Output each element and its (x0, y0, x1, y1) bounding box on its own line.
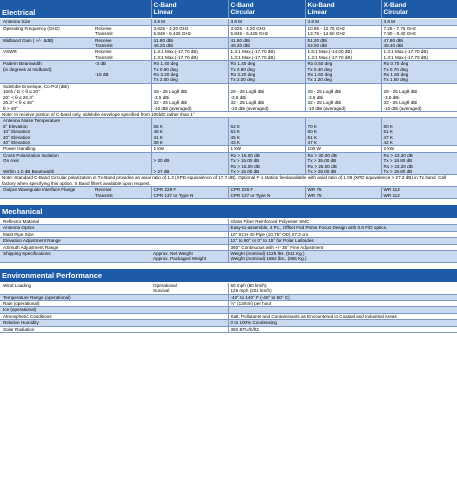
column-header-line: Linear (153, 9, 174, 17)
spec-label: Output Waveguide Interface Flange (0, 187, 93, 199)
spec-label: Midband Gain ( +/- .5dB) (0, 37, 93, 49)
spec-value: 360° Continuous with +/- 35° Fine Adjustment (228, 244, 457, 250)
spec-row (0, 326, 457, 332)
spec-sublabel: Receive Transmit (93, 37, 151, 49)
spec-value: 41.80 dBi 46.20 dBi (228, 37, 305, 49)
spec-label: Rain (operational) (0, 301, 151, 307)
spec-label: Temperature Range (operational) (0, 294, 151, 300)
spec-row (0, 187, 457, 199)
spec-value: 3.8 M (151, 19, 228, 25)
electrical-header-row (0, 0, 457, 19)
spec-value: Rx > 23.20 dB Tx > 18.80 dB Rx > 23.20 dB Tx > 18.80 dB (381, 152, 457, 175)
spec-row (0, 282, 457, 294)
note-row (0, 175, 457, 187)
mechanical-table (0, 199, 457, 263)
spec-sublabel: -3 dB -15 dB (93, 61, 151, 84)
spec-row (0, 61, 457, 84)
spec-label: Antenna Optics (0, 225, 151, 231)
spec-value: 50 mph (80 km/h) 125 mph (201 km/h) (228, 282, 457, 294)
spec-sublabel: Operational Survival (151, 282, 228, 294)
spec-value: 70 K 60 K 51 K 47 K (305, 118, 381, 146)
spec-label: VSWR (0, 49, 93, 61)
column-header-line: C-Band (230, 2, 254, 9)
spec-value: 29 - 25 Logθ dBi -3.5 dBi 32 - 25 Logθ dBi -10 dBi (averaged) (151, 83, 228, 111)
column-header-line: Circular (383, 9, 409, 17)
spec-value: 10” SCH 40 Pipe (10.75” OD) 27.3 cm. (228, 231, 457, 237)
spec-value: Easy-to-assemble, 4 Pc., Offset Fed Prime Focus Design with 0.6 F/D optics. (228, 225, 457, 231)
spec-value: 29 - 25 Logθ dBi -3.5 dBi 32 - 25 Logθ dBi -10 dBi (averaged) (228, 83, 305, 111)
spec-label: Antenna Noise Temperature 5° Elevation 10° Elevation 20° Elevation 40° Elevation (0, 118, 93, 146)
column-header-line: Linear (307, 9, 328, 17)
column-header (305, 0, 381, 19)
spec-value: Salt, Pollutants and Contaminants as Encountered in Coastal and Industrial Areas (228, 313, 457, 319)
spec-value: 360 BTU/h/ft2 (228, 326, 457, 332)
spec-row (0, 251, 457, 263)
spec-value: 2 kW (381, 146, 457, 152)
spec-value: CPR 229 F CPR 137 or Type N (228, 187, 305, 199)
spec-label: Operating Frequency (GHz) (0, 25, 93, 37)
column-header (381, 0, 457, 19)
environmental-section-title: Environmental Performance (0, 269, 457, 283)
spec-value: 3.625 - 4.20 GHz 5.845 - 6.425 GHz (151, 25, 228, 37)
spec-value: 1 kW (151, 146, 228, 152)
spec-value: Rx > 15.00 dB Tx > 15.00 dB Rx > 15.00 dB Tx > 15.00 dB (228, 152, 305, 175)
note-text: Note: Standard C-Band Circular polarization in Tx-Band provides an axial ratio of 1.3 (XPD equivalence of 17.7 dB). Optional F-1 station feedavailable with axial ratio of 1.09 (XPD equivalence > 27.3 dB) in Tx band. Call factory when specifying this option. X Band filters available upon request. (0, 175, 457, 187)
spec-label: Reflector Material (0, 219, 151, 225)
spec-value: 1.5:1 Max.(-14.00 dB) 1.3:1 Max.(-17.70 dB) (305, 49, 381, 61)
note-text: Note: In receive portion of C-band only, sidelobe envelope specified from 100λ/D rather than 1° (0, 111, 457, 117)
spec-label: Cross Polarization Isolation On Axis Within 1.0 dB Beamwidth (0, 152, 93, 175)
column-header (228, 0, 305, 19)
spec-row (0, 25, 457, 37)
spec-value: 1.3:1 Max.(-17.70 dB) 1.3:1 Max.(-17.70 dB) (381, 49, 457, 61)
spec-value: Rx 0.50 deg Tx 0.40 deg Rx 1.60 deg Tx 1.20 deg (305, 61, 381, 84)
spec-value: 3.625 - 4.20 GHz 5.845 - 6.425 GHz (228, 25, 305, 37)
spec-value: 55 K 48 K 41 K 38 K (151, 118, 228, 146)
spec-label: Relative Humidity (0, 320, 151, 326)
spec-label: Shipping Specifications (0, 251, 151, 263)
spec-sublabel: Receive Transmit (93, 49, 151, 61)
spec-label: Antenna Size (0, 19, 93, 25)
spec-value: 1 kW (228, 146, 305, 152)
spec-label: Ice (operational) (0, 307, 151, 313)
spec-value: 100 W (305, 146, 381, 152)
spec-label: Power Handling (0, 146, 93, 152)
spec-value: Rx 1.40 deg Tx 0.90 deg Rx 3.20 deg Tx 2.00 deg (228, 61, 305, 84)
column-header-line: Circular (230, 9, 256, 17)
spec-value: 51.20 dBi 53.00 dBi (305, 37, 381, 49)
spec-value: 3.8 M (305, 19, 381, 25)
spec-value: -40° to 140° F (-40° to 60° C) (228, 294, 457, 300)
electrical-section-title: Electrical (0, 0, 151, 19)
spec-value: Weight (nominal) 1125 lbs. (511 Kg.) Weight (nominal) 1882 lbs., (855 Kg.) (228, 251, 457, 263)
spec-row (0, 118, 457, 146)
spec-value: 62 K 52 K 45 K 43 K (228, 118, 305, 146)
spec-value: 29 - 25 Logθ dBi -3.5 dBi 32 - 25 Logθ dBi -10 dBi (averaged) (381, 83, 457, 111)
spec-value: 60 K 51 K 47 K 42 K (381, 118, 457, 146)
spec-value: Glass Fiber Reinforced Polyester SMC (228, 219, 457, 225)
spec-value: Rx 0.70 deg Tx 0.70 deg Rx 1.60 deg Tx 1.50 deg (381, 61, 457, 84)
spec-value: WR 75 WR 75 (305, 187, 381, 199)
environmental-table (0, 263, 457, 333)
column-header-line: X-Band (383, 2, 407, 9)
mechanical-section-title: Mechanical (0, 205, 457, 219)
environmental-header-row (0, 269, 457, 283)
spec-value: 29 - 25 Logθ dBi -3.5 dBi 32 - 25 Logθ dBi -10 dBi (averaged) (305, 83, 381, 111)
spec-row (0, 83, 457, 111)
spec-row (0, 152, 457, 175)
spec-value: 1.3:1 Max.(-17.70 dB) 1.3:1 Max.(-17.70 dB) (228, 49, 305, 61)
spec-sublabel: Receive Transmit (93, 187, 151, 199)
column-header-line: C-Band (153, 2, 177, 9)
spec-label: Atmospheric Conditions (0, 313, 151, 319)
mechanical-header-row (0, 205, 457, 219)
spec-value: ½” (13mm) per hour (228, 301, 457, 307)
spec-sublabel (151, 326, 228, 332)
spec-label: Wind Loading (0, 282, 151, 294)
spec-label: Mast Pipe Size (0, 231, 151, 237)
spec-value: > 30 dB > 27 dB (151, 152, 228, 175)
spec-label: Sidelobe Envelope, Co-Pol (dBi) 100λ / D < θ ≤ 20° 20° < θ ≤ 26.3° 26.3° < θ ≤ 48° θ > 48° (0, 83, 93, 111)
spec-label: Azimuth Adjustment Range (0, 244, 151, 250)
spec-value: 12° to 90° or 0° to 15° for Polar Latitudes (228, 238, 457, 244)
spec-row (0, 49, 457, 61)
spec-value: 41.80 dBi 46.20 dBi (151, 37, 228, 49)
spec-label: Solar Radiation (0, 326, 151, 332)
spec-sublabel (93, 83, 151, 111)
spec-sublabel: Receive Transmit (93, 25, 151, 37)
spec-sublabel (93, 152, 151, 175)
spec-row (0, 37, 457, 49)
spec-value: CPR 229 F CPR 137 or Type N (151, 187, 228, 199)
electrical-table (0, 0, 457, 199)
spec-value: 3.8 M (381, 19, 457, 25)
spec-value: 10.95 - 12.75 GHz 13.75 - 14.50 GHz (305, 25, 381, 37)
column-header-line: Ku-Band (307, 2, 335, 9)
spec-value: 3.8 M (228, 19, 305, 25)
spec-label: Elevation Adjustment Range (0, 238, 151, 244)
spec-sublabel: Approx. Net Weight Approx. Packaged Weight (151, 251, 228, 263)
spec-value: Rx 1.40 deg Tx 0.90 deg Rx 3.20 deg Tx 2.00 deg (151, 61, 228, 84)
spec-value: 47.80 dBi 48.40 dBi (381, 37, 457, 49)
spec-value: 1.3:1 Max.(-17.70 dB) 1.3:1 Max.(-17.70 dB) (151, 49, 228, 61)
spec-label: Pattern Beamwidth (in degrees at midband) (0, 61, 93, 84)
spec-sublabel (93, 118, 151, 146)
spec-value: Rx > 30.00 dB Tx > 35.00 dB Rx > 26.00 dB Tx > 26.00 dB (305, 152, 381, 175)
column-header (151, 0, 228, 19)
spec-value: 7.25 - 7.75 GHz 7.90 - 8.40 GHz (381, 25, 457, 37)
spec-value: 0 to 100% Condensing (228, 320, 457, 326)
spec-value: WR 112 WR 112 (381, 187, 457, 199)
